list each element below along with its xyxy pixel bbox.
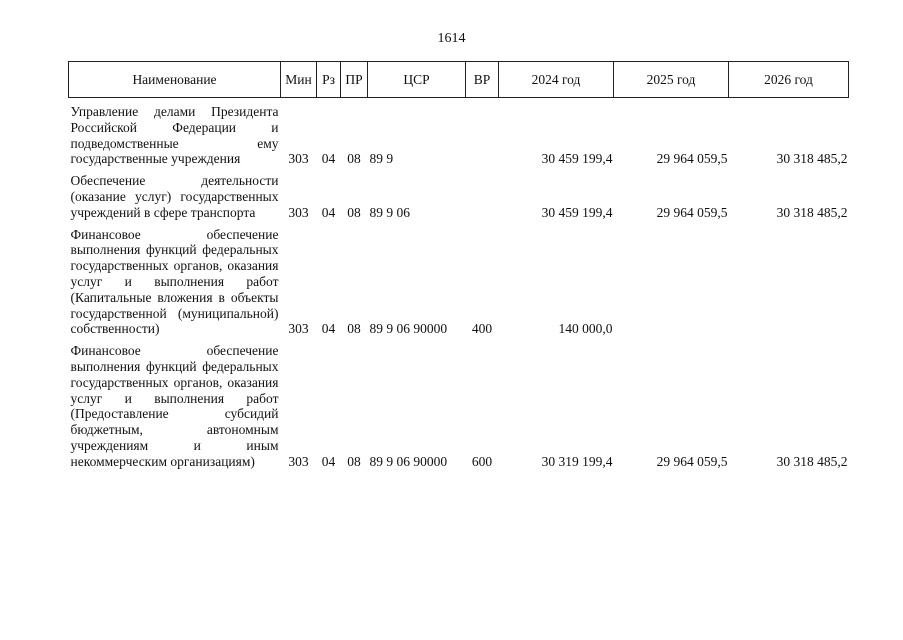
row-name: Финансовое обеспечение выполнения функций федеральных государственных органов, оказания услуг и выполнения работ (Капитальные вложения в объекты государственной (муниципальной) собственности): [70, 226, 279, 337]
table-row: [69, 98, 849, 174]
row-name: Управление делами Президента Российской Федерации и подведомственные ему государственные учреждения: [70, 104, 279, 167]
row-2024: 30 459 199,4: [541, 151, 613, 167]
row-pr: 08: [347, 151, 361, 167]
row-vr: 400: [471, 321, 493, 337]
row-min: 303: [288, 151, 309, 167]
row-2025: [614, 227, 729, 344]
header-vr: ВР: [466, 62, 499, 98]
row-2026: [729, 227, 849, 344]
table-header-row: [69, 62, 849, 98]
budget-table: [68, 61, 849, 476]
row-rz: 04: [321, 151, 336, 167]
row-2026: 30 318 485,2: [776, 204, 848, 220]
row-2024: 140 000,0: [558, 321, 613, 337]
row-rz: 04: [321, 321, 336, 337]
row-2025: 29 964 059,5: [656, 453, 728, 469]
row-2024: 30 319 199,4: [541, 453, 613, 469]
header-min: Мин: [281, 62, 317, 98]
row-rz: 04: [321, 204, 336, 220]
row-pr: 08: [347, 204, 361, 220]
header-2024: 2024 год: [499, 62, 614, 98]
table-row: [69, 343, 849, 475]
header-2025: 2025 год: [614, 62, 729, 98]
row-csr: 89 9 06 90000: [369, 321, 448, 337]
header-pr: ПР: [341, 62, 368, 98]
row-vr: 600: [471, 453, 493, 469]
row-name: Обеспечение деятельности (оказание услуг) государственных учреждений в сфере транспорта: [70, 173, 279, 220]
row-min: 303: [288, 453, 309, 469]
row-vr: [466, 98, 499, 174]
header-2026: 2026 год: [729, 62, 849, 98]
row-2026: 30 318 485,2: [776, 151, 848, 167]
row-csr: 89 9 06: [369, 204, 410, 220]
row-2026: 30 318 485,2: [776, 453, 848, 469]
row-min: 303: [288, 321, 309, 337]
row-name: Финансовое обеспечение выполнения функций федеральных государственных органов, оказания услуг и выполнения работ (Предоставление субсидий бюджетным, автономным учреждениям и иным некоммерческим организациям): [70, 343, 279, 469]
row-vr: [466, 173, 499, 226]
page-number: 1614: [437, 31, 466, 46]
row-rz: 04: [321, 453, 336, 469]
row-2024: 30 459 199,4: [541, 204, 613, 220]
table-row: [69, 173, 849, 226]
header-csr: ЦСР: [368, 62, 466, 98]
row-min: 303: [288, 204, 309, 220]
row-pr: 08: [347, 321, 361, 337]
row-csr: 89 9 06 90000: [369, 453, 448, 469]
header-rz: Рз: [317, 62, 341, 98]
row-2025: 29 964 059,5: [656, 204, 728, 220]
header-name: Наименование: [69, 62, 281, 98]
table-row: [69, 227, 849, 344]
row-csr: 89 9: [369, 151, 394, 167]
row-pr: 08: [347, 453, 361, 469]
row-2025: 29 964 059,5: [656, 151, 728, 167]
